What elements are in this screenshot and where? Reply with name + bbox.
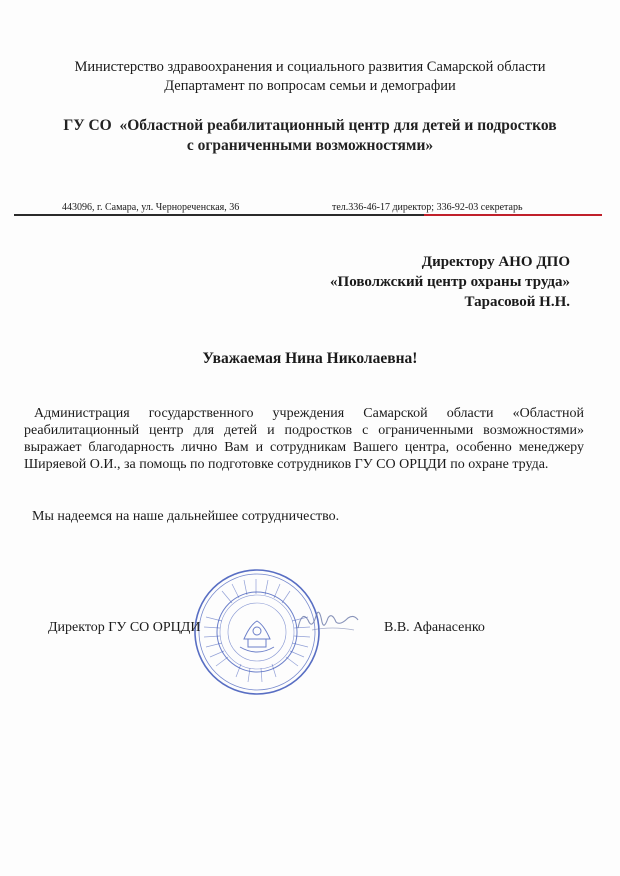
handwritten-signature [292, 600, 362, 640]
org-title-line-2: с ограниченными возможностями» [186, 137, 434, 154]
closing-sentence: Мы надеемся на наше дальнейшее сотрудничество. [32, 509, 340, 524]
greeting: Уважаемая Нина Николаевна! [202, 350, 418, 367]
postal-address: 443096, г. Самара, ул. Чернореченская, 36 [62, 202, 240, 213]
org-title-line-1: ГУ СО «Областной реабилитационный центр для детей и подростков [63, 117, 557, 134]
signatory-name: В.В. Афанасенко [384, 620, 485, 635]
phone-numbers: тел.336-46-17 директор; 336-92-03 секретарь [332, 202, 523, 213]
addressee-line-1: Директору АНО ДПО [421, 254, 570, 270]
header-divider-red [424, 214, 602, 216]
ministry-line-2: Департамент по вопросам семьи и демографии [164, 78, 456, 94]
organization-title [0, 116, 620, 156]
signatory-position: Директор ГУ СО ОРЦДИ [48, 620, 201, 635]
ministry-header [0, 58, 620, 96]
ministry-line-1: Министерство здравоохранения и социального развития Самарской области [74, 59, 546, 75]
addressee-block [330, 252, 570, 312]
addressee-line-2: «Поволжский центр охраны труда» [330, 274, 570, 290]
body-paragraph: Администрация государственного учреждения Самарской области «Областной реабилитационный центр для детей и подростков с ограниченными возможностями» выражает благодарность лично Вам и сотрудникам Вашего центра, особенно менеджеру Ширяевой О.И., за помощь по подготовке сотрудников ГУ СО ОРЦДИ по охране труда. [24, 406, 584, 472]
header-divider-black [14, 214, 424, 216]
addressee-line-3: Тарасовой Н.Н. [464, 294, 570, 310]
